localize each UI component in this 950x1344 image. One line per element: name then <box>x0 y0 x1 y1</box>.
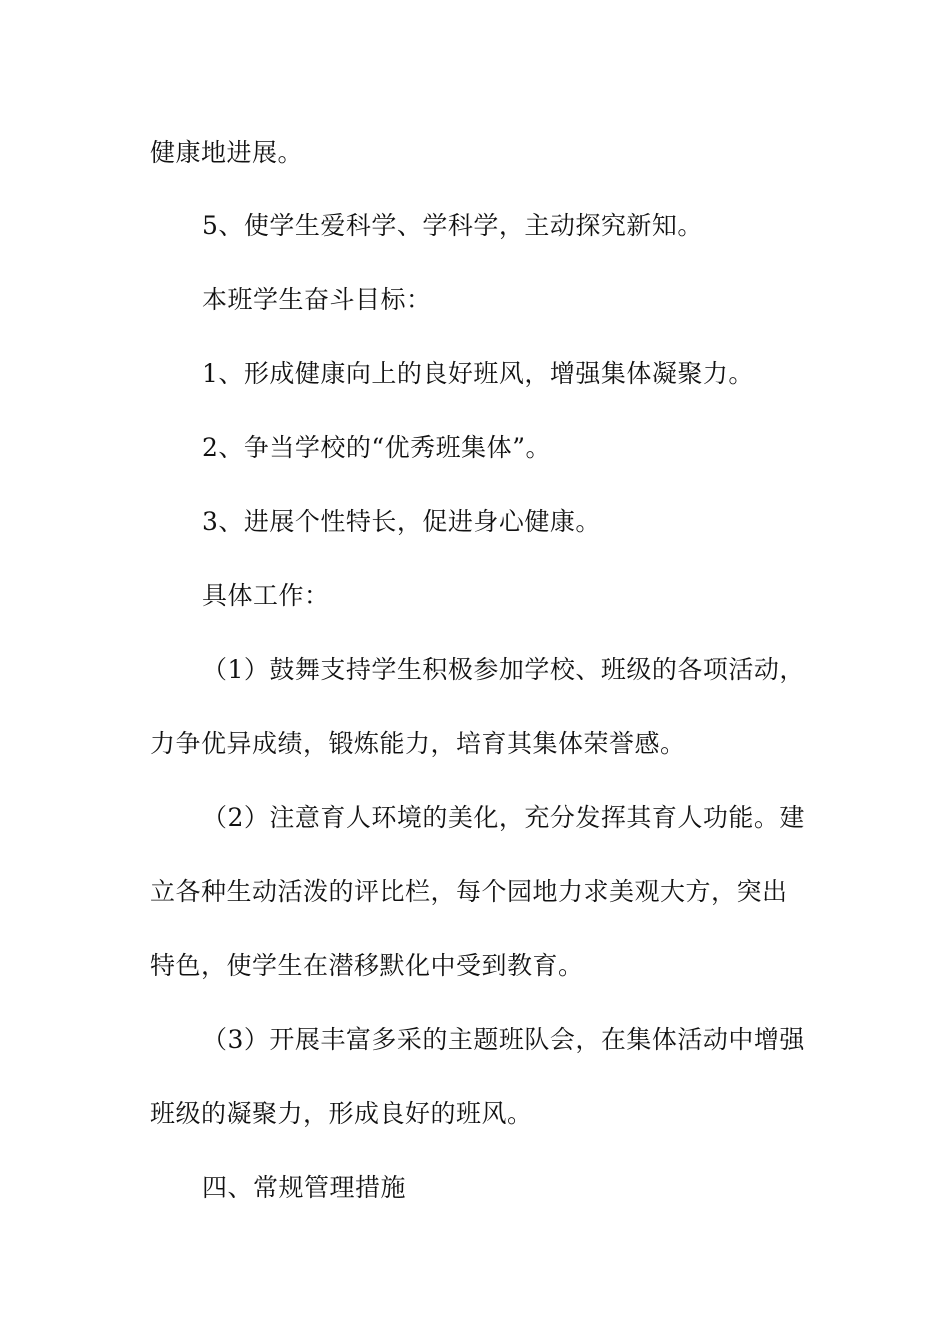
work-item-3-line-2: 班级的凝聚力，形成良好的班风。 <box>150 1099 533 1128</box>
section-heading-class-goals: 本班学生奋斗目标： <box>202 285 432 314</box>
class-goal-1: 1、形成健康向上的良好班风，增强集体凝聚力。 <box>202 359 754 388</box>
work-item-3-line-1: （3）开展丰富多采的主题班队会，在集体活动中增强 <box>202 1025 805 1054</box>
class-goal-3: 3、进展个性特长，促进身心健康。 <box>202 507 601 536</box>
work-item-1-line-2: 力争优异成绩，锻炼能力，培育其集体荣誉感。 <box>150 729 686 758</box>
section-heading-specific-work: 具体工作： <box>202 581 330 610</box>
work-item-2-line-2: 立各种生动活泼的评比栏，每个园地力求美观大方，突出 <box>150 877 788 906</box>
work-item-2-line-3: 特色，使学生在潜移默化中受到教育。 <box>150 951 584 980</box>
paragraph-line: 健康地进展。 <box>150 138 304 167</box>
work-item-2-line-1: （2）注意育人环境的美化，充分发挥其育人功能。建 <box>202 803 805 832</box>
goal-item-5: 5、使学生爱科学、学科学，主动探究新知。 <box>202 211 703 240</box>
work-item-1-line-1: （1）鼓舞支持学生积极参加学校、班级的各项活动， <box>202 655 805 684</box>
class-goal-2: 2、争当学校的“优秀班集体”。 <box>202 433 551 462</box>
section-heading-routine-management: 四、常规管理措施 <box>202 1173 407 1202</box>
